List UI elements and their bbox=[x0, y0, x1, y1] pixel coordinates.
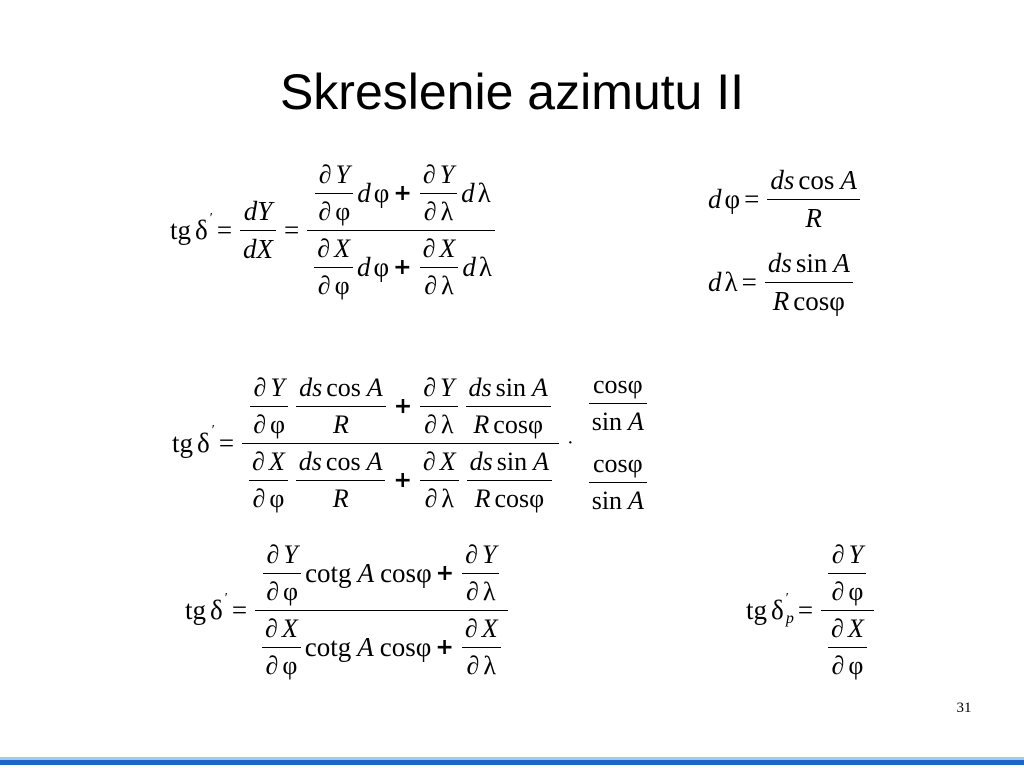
equation-tg-delta-cotg: tg δ ′ = ∂ Y ∂ φ cotg A cos φ + ∂ Y ∂ λ ∂ X ∂ φ cotg A cos φ + ∂ X ∂ λ bbox=[185, 540, 512, 681]
equation-tg-delta-p: tg δ ′ p = ∂ Y ∂ φ ∂ X ∂ φ bbox=[746, 540, 878, 681]
footer-band bbox=[0, 760, 1024, 765]
slide-title: Skreslenie azimutu II bbox=[279, 64, 745, 120]
equation-tg-delta-dy-dx: tg δ ′ = $\frac{dY}{dX}$ = ∂ Y ∂ φ d φ + ∂ Y ∂ λ d λ ∂ X ∂ φ d φ + ∂ X ∂ λ d λ bbox=[170, 160, 499, 301]
equation-tg-delta-substituted: tg δ ′ = ∂ Y ∂ φ ds cos A R + ∂ Y ∂ λ ds sin A R cos φ ∂ X ∂ φ ds cos A R + ∂ X ∂ λ ds sin A R cos φ · cos φ sin A cos φ sin A bbox=[172, 370, 658, 516]
equation-d-phi: d φ = ds cos A R bbox=[708, 165, 864, 234]
slide-number: 31 bbox=[956, 700, 972, 716]
equation-d-lambda: d λ = ds sin A R cos φ bbox=[708, 248, 857, 317]
